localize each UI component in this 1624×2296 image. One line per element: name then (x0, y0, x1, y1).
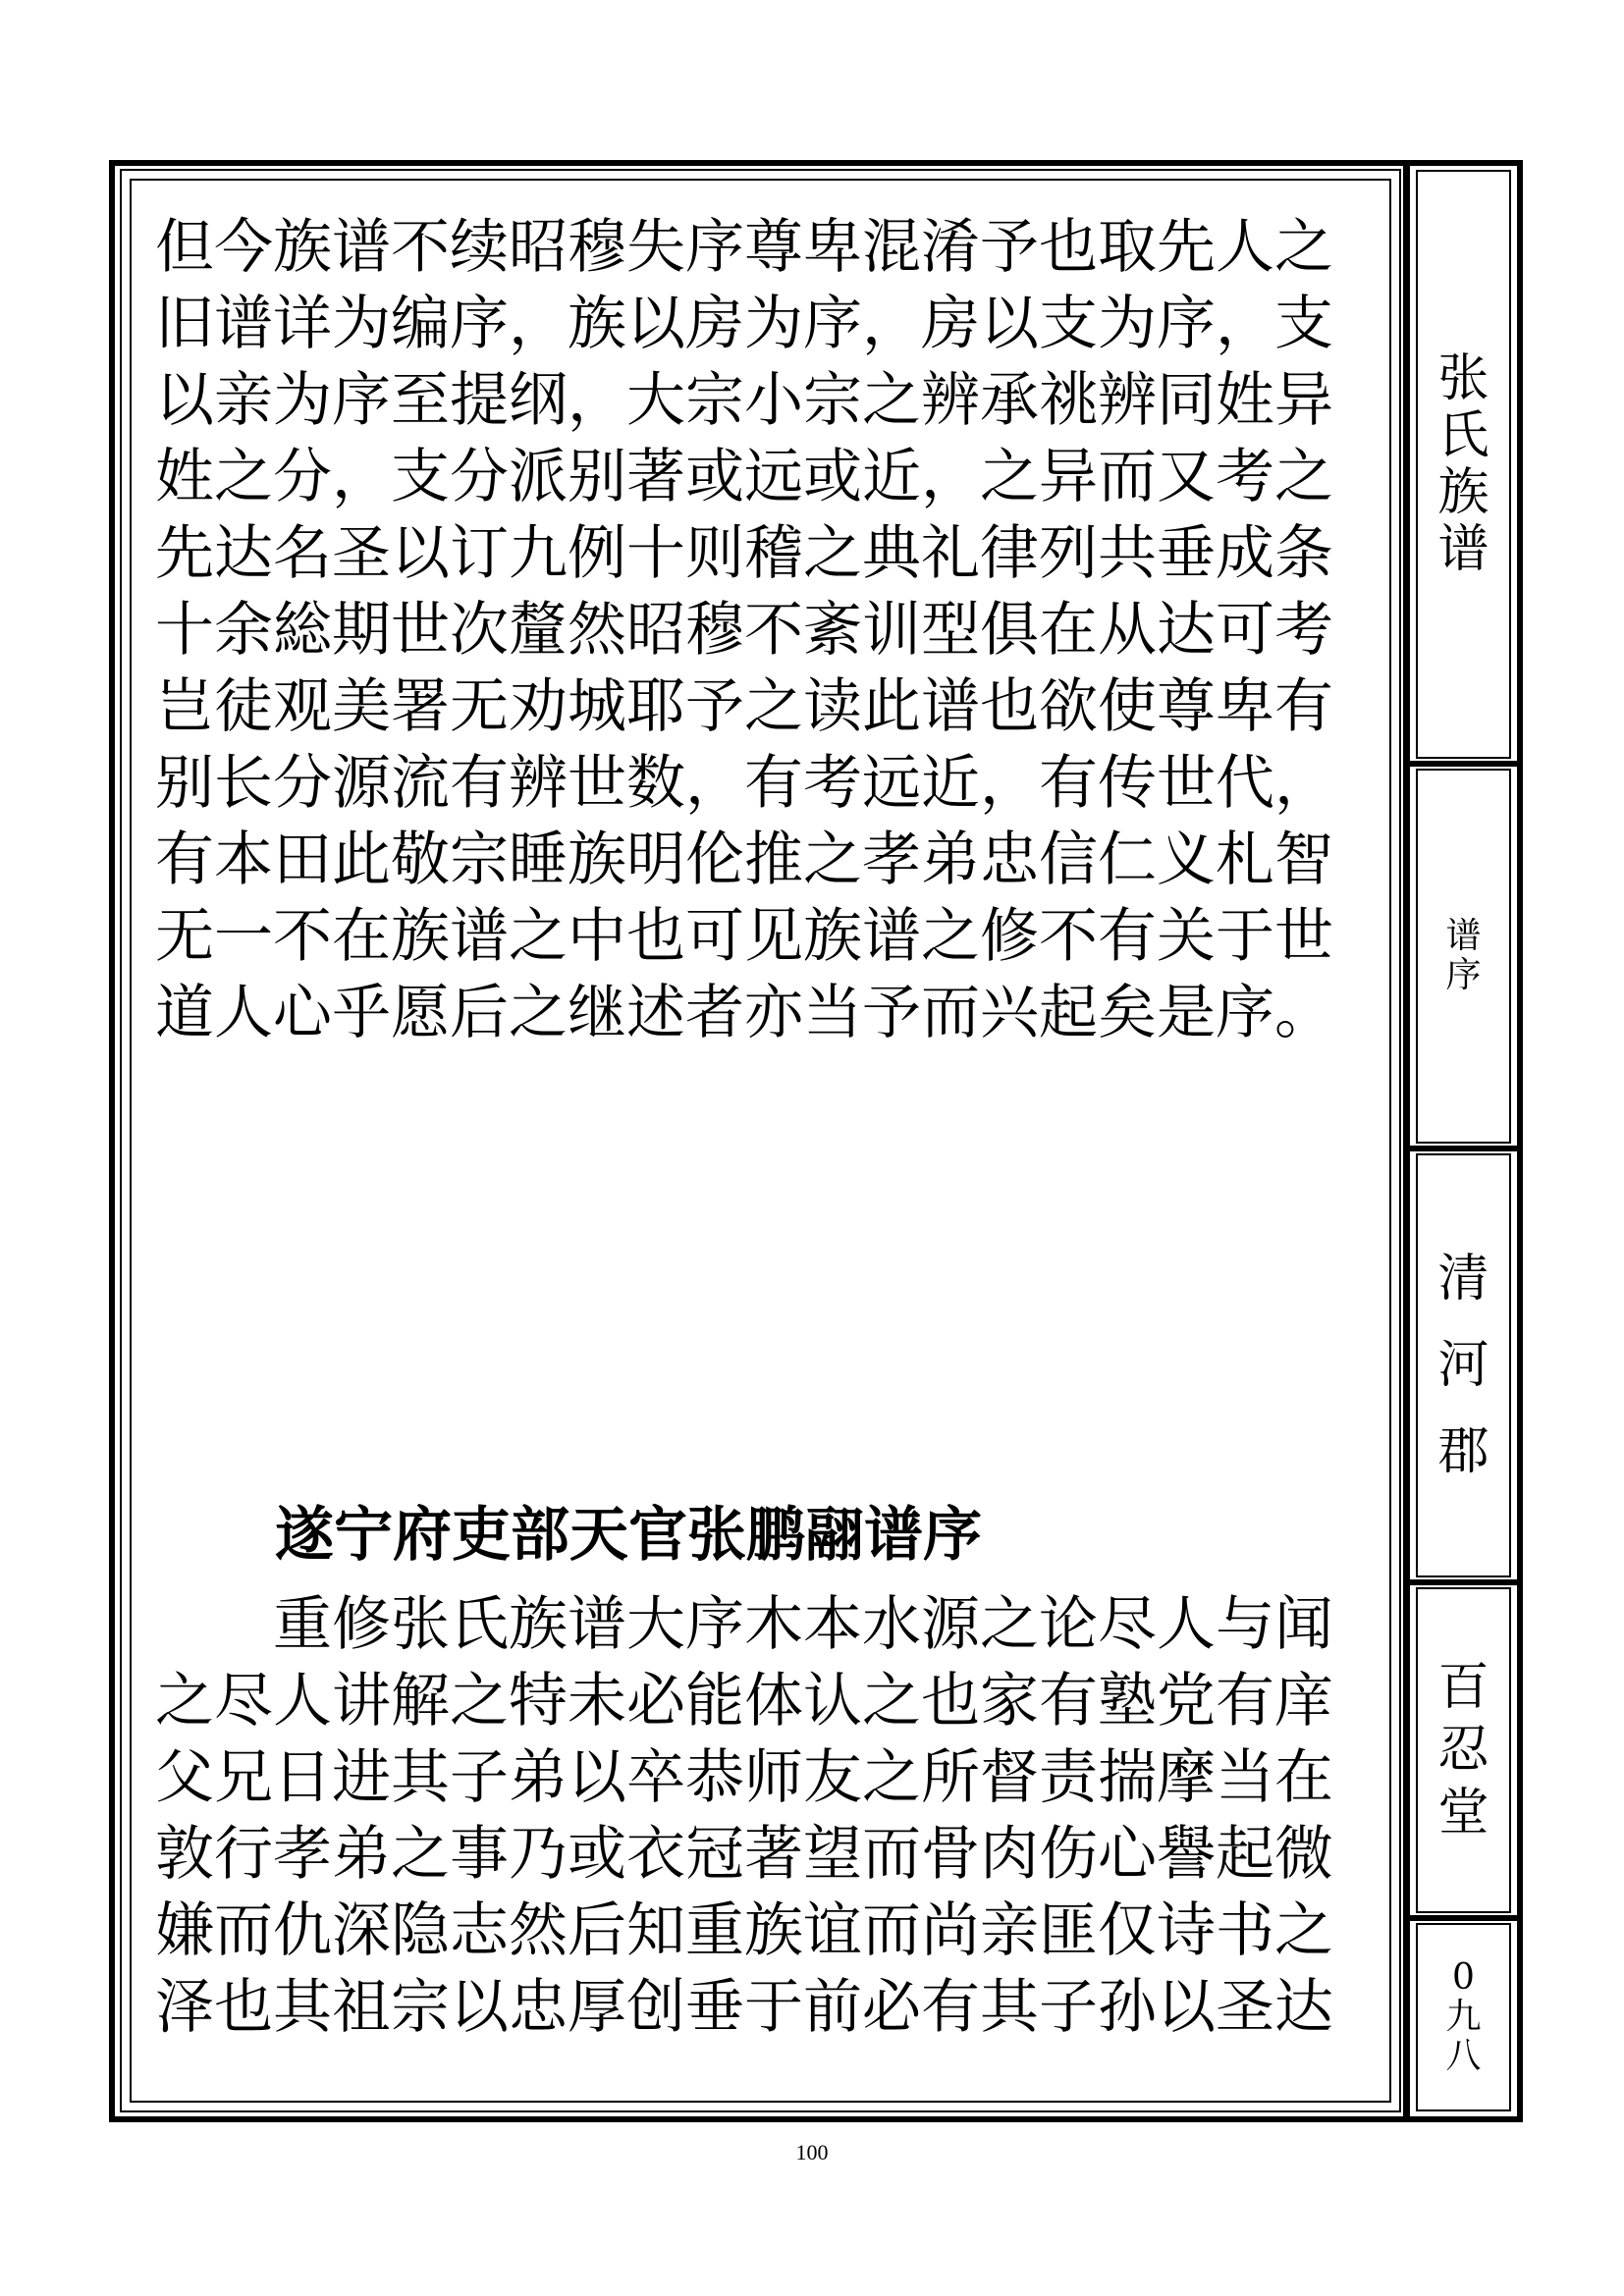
side-separator (1410, 1915, 1517, 1921)
text-line: 先达名圣以订九例十则稽之典礼律列共垂成条 (155, 519, 1333, 588)
hall-name-cell (1416, 1587, 1511, 1913)
clan-origin-cell (1416, 1153, 1511, 1577)
hall-char: 忍 (1437, 1721, 1489, 1780)
title-char: 氏 (1437, 406, 1489, 465)
upper-text-block (155, 209, 1373, 1051)
text-line: 道人心乎愿后之继述者亦当予而兴起矣是序。 (155, 979, 1333, 1047)
side-separator (1410, 1146, 1517, 1151)
page-char: 0 (1452, 1957, 1475, 1998)
text-line: 重修张氏族谱大序木本水源之论尽人与闻 (155, 1590, 1333, 1659)
text-line: 嫌而仇深隐志然后知重族谊而尚亲匪仅诗书之 (155, 1896, 1333, 1965)
page-char: 八 (1445, 2036, 1482, 2076)
title-char: 族 (1437, 463, 1489, 522)
text-line: 之尽人讲解之特未必能体认之也家有塾党有庠 (155, 1667, 1333, 1735)
place-char: 清 (1437, 1250, 1489, 1308)
section-char: 序 (1445, 955, 1482, 995)
title-char: 张 (1437, 349, 1489, 408)
side-separator (1410, 1579, 1517, 1585)
hall-char: 百 (1437, 1658, 1489, 1717)
page-char: 九 (1445, 1997, 1482, 2037)
section-heading: 遂宁府吏部天官张鹏翮谱序 (275, 1501, 982, 1570)
section-name-cell (1416, 769, 1511, 1144)
text-line: 有本田此敬宗睡族明伦推之孝弟忠信仁义札智 (155, 826, 1333, 894)
side-separator (1410, 761, 1517, 767)
place-char: 河 (1437, 1336, 1489, 1395)
text-line: 岂徒观美署无劝城耶予之读此谱也欲使尊卑有 (155, 672, 1333, 741)
text-line: 十余総期世次釐然昭穆不紊训型俱在从达可考 (155, 596, 1333, 665)
text-line: 别长分源流有辨世数，有考远近，有传世代， (155, 749, 1333, 818)
page-number-cell (1416, 1923, 1511, 2111)
text-line: 但今族谱不续昭穆失序尊卑混淆予也取先人之 (155, 213, 1333, 282)
footer-page-number: 100 (795, 2140, 829, 2164)
text-line: 旧谱详为编序，族以房为序，房以支为序，支 (155, 290, 1333, 358)
hall-char: 堂 (1437, 1784, 1489, 1842)
text-line: 敦行孝弟之事乃或衣冠著望而骨肉伤心譽起微 (155, 1820, 1333, 1889)
place-char: 郡 (1437, 1422, 1489, 1481)
section-char: 谱 (1445, 916, 1482, 956)
text-line: 姓之分，支分派别著或远或近，之异而又考之 (155, 443, 1333, 511)
side-column (1410, 166, 1517, 2116)
column-divider (1403, 160, 1410, 2122)
text-line: 泽也其祖宗以忠厚创垂于前必有其子孙以圣达 (155, 1973, 1333, 2042)
text-line: 父兄日进其子弟以卒恭师友之所督责揣摩当在 (155, 1743, 1333, 1812)
text-line: 以亲为序至提纲，大宗小宗之辨承祧辨同姓异 (155, 366, 1333, 435)
lower-text-block (155, 1586, 1373, 2046)
title-char: 谱 (1437, 520, 1489, 579)
genealogy-title-cell (1416, 170, 1511, 759)
text-line: 无一不在族谱之中也可见族谱之修不有关于世 (155, 902, 1333, 971)
